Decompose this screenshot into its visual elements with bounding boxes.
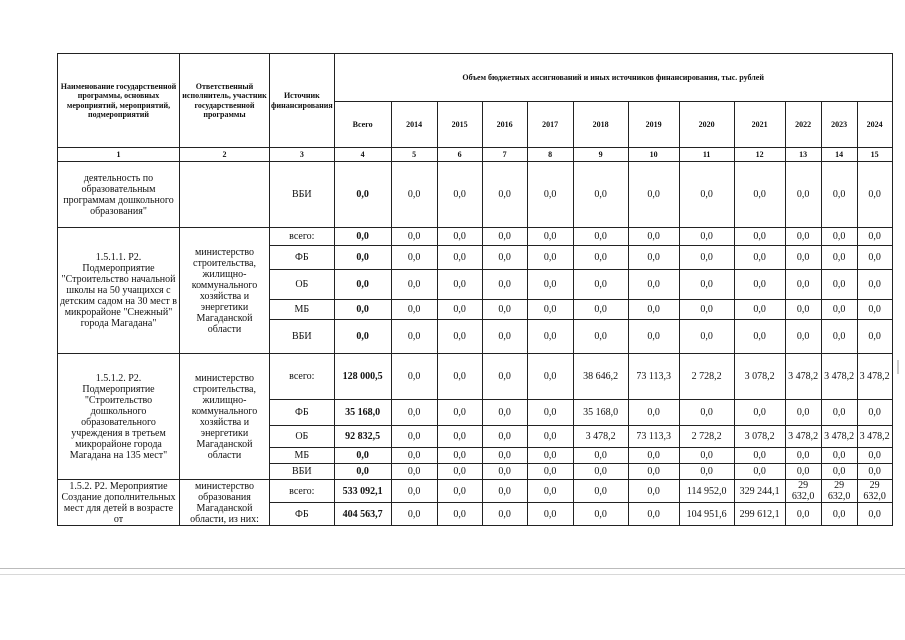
year-value-cell: 0,0 [527,426,573,448]
year-value-cell: 0,0 [573,480,628,503]
column-number: 4 [334,148,391,162]
table-row [58,228,893,246]
year-value-cell: 0,0 [482,228,527,246]
year-value-cell: 3 478,2 [785,354,821,400]
year-value-cell: 0,0 [527,270,573,300]
year-value-cell: 0,0 [391,320,437,354]
year-value-cell: 0,0 [391,480,437,503]
funding-source-cell: ВБИ [270,320,335,354]
column-number: 14 [821,148,857,162]
year-value-cell: 0,0 [628,320,679,354]
funding-source-cell: ОБ [270,426,335,448]
year-value-cell: 0,0 [482,503,527,526]
year-value-cell: 299 612,1 [734,503,785,526]
year-value-cell: 0,0 [482,300,527,320]
year-value-cell: 0,0 [734,448,785,464]
year-value-cell: 0,0 [437,300,482,320]
year-value-cell: 104 951,6 [679,503,734,526]
program-name-cell: 1.5.2. Р2. Мероприятие Создание дополнительных мест для детей в возрасте от [58,480,180,526]
year-value-cell: 0,0 [785,228,821,246]
header-year: 2016 [482,102,527,148]
year-value-cell: 0,0 [527,400,573,426]
year-value-cell: 0,0 [857,162,892,228]
year-value-cell: 0,0 [857,503,892,526]
year-value-cell: 3 478,2 [857,354,892,400]
year-value-cell: 0,0 [821,270,857,300]
executor-cell: министерство образования Магаданской области, из них: [180,480,270,526]
year-value-cell: 0,0 [679,228,734,246]
total-value-cell: 0,0 [334,300,391,320]
year-value-cell: 0,0 [482,270,527,300]
year-value-cell: 0,0 [821,300,857,320]
year-value-cell: 0,0 [734,162,785,228]
funding-source-cell: всего: [270,228,335,246]
year-value-cell: 0,0 [573,270,628,300]
funding-source-cell: ФБ [270,246,335,270]
year-value-cell: 0,0 [482,320,527,354]
year-value-cell: 0,0 [391,503,437,526]
year-value-cell: 0,0 [679,448,734,464]
year-value-cell: 0,0 [482,400,527,426]
funding-source-cell: всего: [270,480,335,503]
year-value-cell: 0,0 [437,162,482,228]
year-value-cell: 0,0 [437,320,482,354]
year-value-cell: 0,0 [785,400,821,426]
year-value-cell: 0,0 [679,464,734,480]
year-value-cell: 0,0 [391,228,437,246]
year-value-cell: 3 478,2 [785,426,821,448]
year-value-cell: 0,0 [628,503,679,526]
year-value-cell: 0,0 [785,270,821,300]
year-value-cell: 0,0 [857,246,892,270]
header-year: 2017 [527,102,573,148]
header-year: 2015 [437,102,482,148]
year-value-cell: 38 646,2 [573,354,628,400]
total-value-cell: 128 000,5 [334,354,391,400]
year-value-cell: 0,0 [679,162,734,228]
year-value-cell: 0,0 [573,300,628,320]
year-value-cell: 0,0 [391,354,437,400]
year-value-cell: 0,0 [482,162,527,228]
year-value-cell: 0,0 [437,354,482,400]
column-number: 8 [527,148,573,162]
total-value-cell: 0,0 [334,270,391,300]
table-row [58,354,893,400]
year-value-cell: 0,0 [628,400,679,426]
total-value-cell: 0,0 [334,464,391,480]
year-value-cell: 0,0 [391,162,437,228]
table-body [58,162,893,526]
year-value-cell: 0,0 [857,228,892,246]
year-value-cell: 0,0 [573,503,628,526]
year-value-cell: 0,0 [734,246,785,270]
year-value-cell: 73 113,3 [628,354,679,400]
column-number: 15 [857,148,892,162]
year-value-cell: 0,0 [785,162,821,228]
scan-mark [897,360,899,374]
year-value-cell: 0,0 [785,246,821,270]
year-value-cell: 0,0 [628,300,679,320]
year-value-cell: 0,0 [785,448,821,464]
header-year: 2022 [785,102,821,148]
year-value-cell: 0,0 [734,464,785,480]
year-value-cell: 0,0 [527,503,573,526]
year-value-cell: 0,0 [437,228,482,246]
year-value-cell: 0,0 [821,448,857,464]
funding-source-cell: МБ [270,300,335,320]
funding-source-cell: ФБ [270,400,335,426]
column-number: 13 [785,148,821,162]
header-total: Всего [334,102,391,148]
year-value-cell: 0,0 [628,228,679,246]
header-year: 2020 [679,102,734,148]
year-value-cell: 0,0 [527,228,573,246]
year-value-cell: 0,0 [437,400,482,426]
year-value-cell: 0,0 [857,270,892,300]
header-year: 2023 [821,102,857,148]
year-value-cell: 0,0 [437,270,482,300]
year-value-cell: 0,0 [527,162,573,228]
year-value-cell: 0,0 [391,400,437,426]
scan-edge-line [0,568,905,569]
year-value-cell: 0,0 [437,480,482,503]
year-value-cell: 0,0 [391,246,437,270]
header-year: 2014 [391,102,437,148]
column-number: 9 [573,148,628,162]
year-value-cell: 329 244,1 [734,480,785,503]
year-value-cell: 0,0 [857,320,892,354]
year-value-cell: 0,0 [437,464,482,480]
year-value-cell: 0,0 [734,300,785,320]
year-value-cell: 0,0 [628,162,679,228]
year-value-cell: 0,0 [785,503,821,526]
funding-source-cell: ФБ [270,503,335,526]
year-value-cell: 35 168,0 [573,400,628,426]
column-number: 7 [482,148,527,162]
total-value-cell: 404 563,7 [334,503,391,526]
year-value-cell: 2 728,2 [679,426,734,448]
total-value-cell: 0,0 [334,246,391,270]
total-value-cell: 92 832,5 [334,426,391,448]
year-value-cell: 0,0 [734,228,785,246]
year-value-cell: 73 113,3 [628,426,679,448]
year-value-cell: 0,0 [573,320,628,354]
year-value-cell: 0,0 [527,480,573,503]
year-value-cell: 29 632,0 [821,480,857,503]
total-value-cell: 0,0 [334,320,391,354]
year-value-cell: 0,0 [857,400,892,426]
column-number: 6 [437,148,482,162]
header-name: Наименование государственной программы, основных мероприятий, мероприятий, подмероприятий [58,54,180,148]
year-value-cell: 0,0 [527,464,573,480]
year-value-cell: 0,0 [482,464,527,480]
scan-edge-line [0,574,905,575]
year-value-cell: 0,0 [527,354,573,400]
header-year: 2021 [734,102,785,148]
header-budget: Объем бюджетных ассигнований и иных источников финансирования, тыс. рублей [334,54,892,102]
year-value-cell: 0,0 [437,246,482,270]
column-number: 2 [180,148,270,162]
year-value-cell: 29 632,0 [857,480,892,503]
year-value-cell: 0,0 [437,503,482,526]
year-value-cell: 0,0 [437,448,482,464]
year-value-cell: 0,0 [857,464,892,480]
year-value-cell: 0,0 [437,426,482,448]
year-value-cell: 0,0 [821,228,857,246]
year-value-cell: 0,0 [679,300,734,320]
year-value-cell: 114 952,0 [679,480,734,503]
column-number: 11 [679,148,734,162]
year-value-cell: 0,0 [391,448,437,464]
header-year: 2018 [573,102,628,148]
total-value-cell: 35 168,0 [334,400,391,426]
year-value-cell: 0,0 [679,320,734,354]
year-value-cell: 3 478,2 [857,426,892,448]
year-value-cell: 0,0 [679,270,734,300]
total-value-cell: 0,0 [334,162,391,228]
total-value-cell: 0,0 [334,228,391,246]
funding-source-cell: всего: [270,354,335,400]
program-name-cell: 1.5.1.2. Р2. Подмероприятие "Строительство дошкольного образовательного учреждения в третьем микрорайоне города Магадана на 135 мест" [58,354,180,480]
column-number: 12 [734,148,785,162]
year-value-cell: 3 478,2 [821,354,857,400]
year-value-cell: 0,0 [391,464,437,480]
header-year: 2024 [857,102,892,148]
year-value-cell: 0,0 [628,246,679,270]
funding-source-cell: МБ [270,448,335,464]
budget-table [57,53,893,526]
table-row [58,162,893,228]
year-value-cell: 2 728,2 [679,354,734,400]
year-value-cell: 0,0 [679,246,734,270]
funding-source-cell: ВБИ [270,464,335,480]
year-value-cell: 3 078,2 [734,354,785,400]
header-source: Источник финансирования [270,54,335,148]
year-value-cell: 0,0 [628,480,679,503]
funding-source-cell: ОБ [270,270,335,300]
year-value-cell: 0,0 [821,464,857,480]
year-value-cell: 0,0 [573,464,628,480]
year-value-cell: 0,0 [482,246,527,270]
year-value-cell: 0,0 [482,354,527,400]
year-value-cell: 0,0 [527,300,573,320]
year-value-cell: 3 478,2 [573,426,628,448]
program-name-cell: деятельность по образовательным программам дошкольного образования" [58,162,180,228]
column-number: 10 [628,148,679,162]
year-value-cell: 0,0 [679,400,734,426]
year-value-cell: 0,0 [573,448,628,464]
year-value-cell: 0,0 [857,300,892,320]
year-value-cell: 0,0 [482,426,527,448]
total-value-cell: 0,0 [334,448,391,464]
program-name-cell: 1.5.1.1. Р2. Подмероприятие "Строительство начальной школы на 50 учащихся с детским садом на 30 мест в микрорайоне "Снежный" города Магадана" [58,228,180,354]
year-value-cell: 0,0 [734,400,785,426]
table-row [58,480,893,503]
year-value-cell: 0,0 [527,246,573,270]
executor-cell: министерство строительства, жилищно-коммунального хозяйства и энергетики Магаданской области [180,354,270,480]
year-value-cell: 0,0 [391,426,437,448]
year-value-cell: 0,0 [821,320,857,354]
year-value-cell: 0,0 [482,480,527,503]
year-value-cell: 0,0 [628,270,679,300]
year-value-cell: 0,0 [482,448,527,464]
year-value-cell: 0,0 [821,162,857,228]
executor-cell: министерство строительства, жилищно-коммунального хозяйства и энергетики Магаданской области [180,228,270,354]
total-value-cell: 533 092,1 [334,480,391,503]
year-value-cell: 0,0 [573,246,628,270]
year-value-cell: 0,0 [857,448,892,464]
funding-source-cell: ВБИ [270,162,335,228]
year-value-cell: 0,0 [785,320,821,354]
year-value-cell: 0,0 [734,320,785,354]
year-value-cell: 0,0 [391,270,437,300]
year-value-cell: 0,0 [628,464,679,480]
year-value-cell: 0,0 [821,503,857,526]
year-value-cell: 0,0 [821,246,857,270]
header-executor: Ответственный исполнитель, участник государственной программы [180,54,270,148]
year-value-cell: 0,0 [573,228,628,246]
year-value-cell: 0,0 [734,270,785,300]
year-value-cell: 0,0 [785,300,821,320]
year-value-cell: 0,0 [785,464,821,480]
column-number: 1 [58,148,180,162]
year-value-cell: 3 078,2 [734,426,785,448]
column-number: 3 [270,148,335,162]
year-value-cell: 0,0 [527,320,573,354]
year-value-cell: 29 632,0 [785,480,821,503]
year-value-cell: 0,0 [821,400,857,426]
year-value-cell: 3 478,2 [821,426,857,448]
header-year: 2019 [628,102,679,148]
executor-cell [180,162,270,228]
year-value-cell: 0,0 [628,448,679,464]
year-value-cell: 0,0 [527,448,573,464]
column-number: 5 [391,148,437,162]
year-value-cell: 0,0 [391,300,437,320]
year-value-cell: 0,0 [573,162,628,228]
